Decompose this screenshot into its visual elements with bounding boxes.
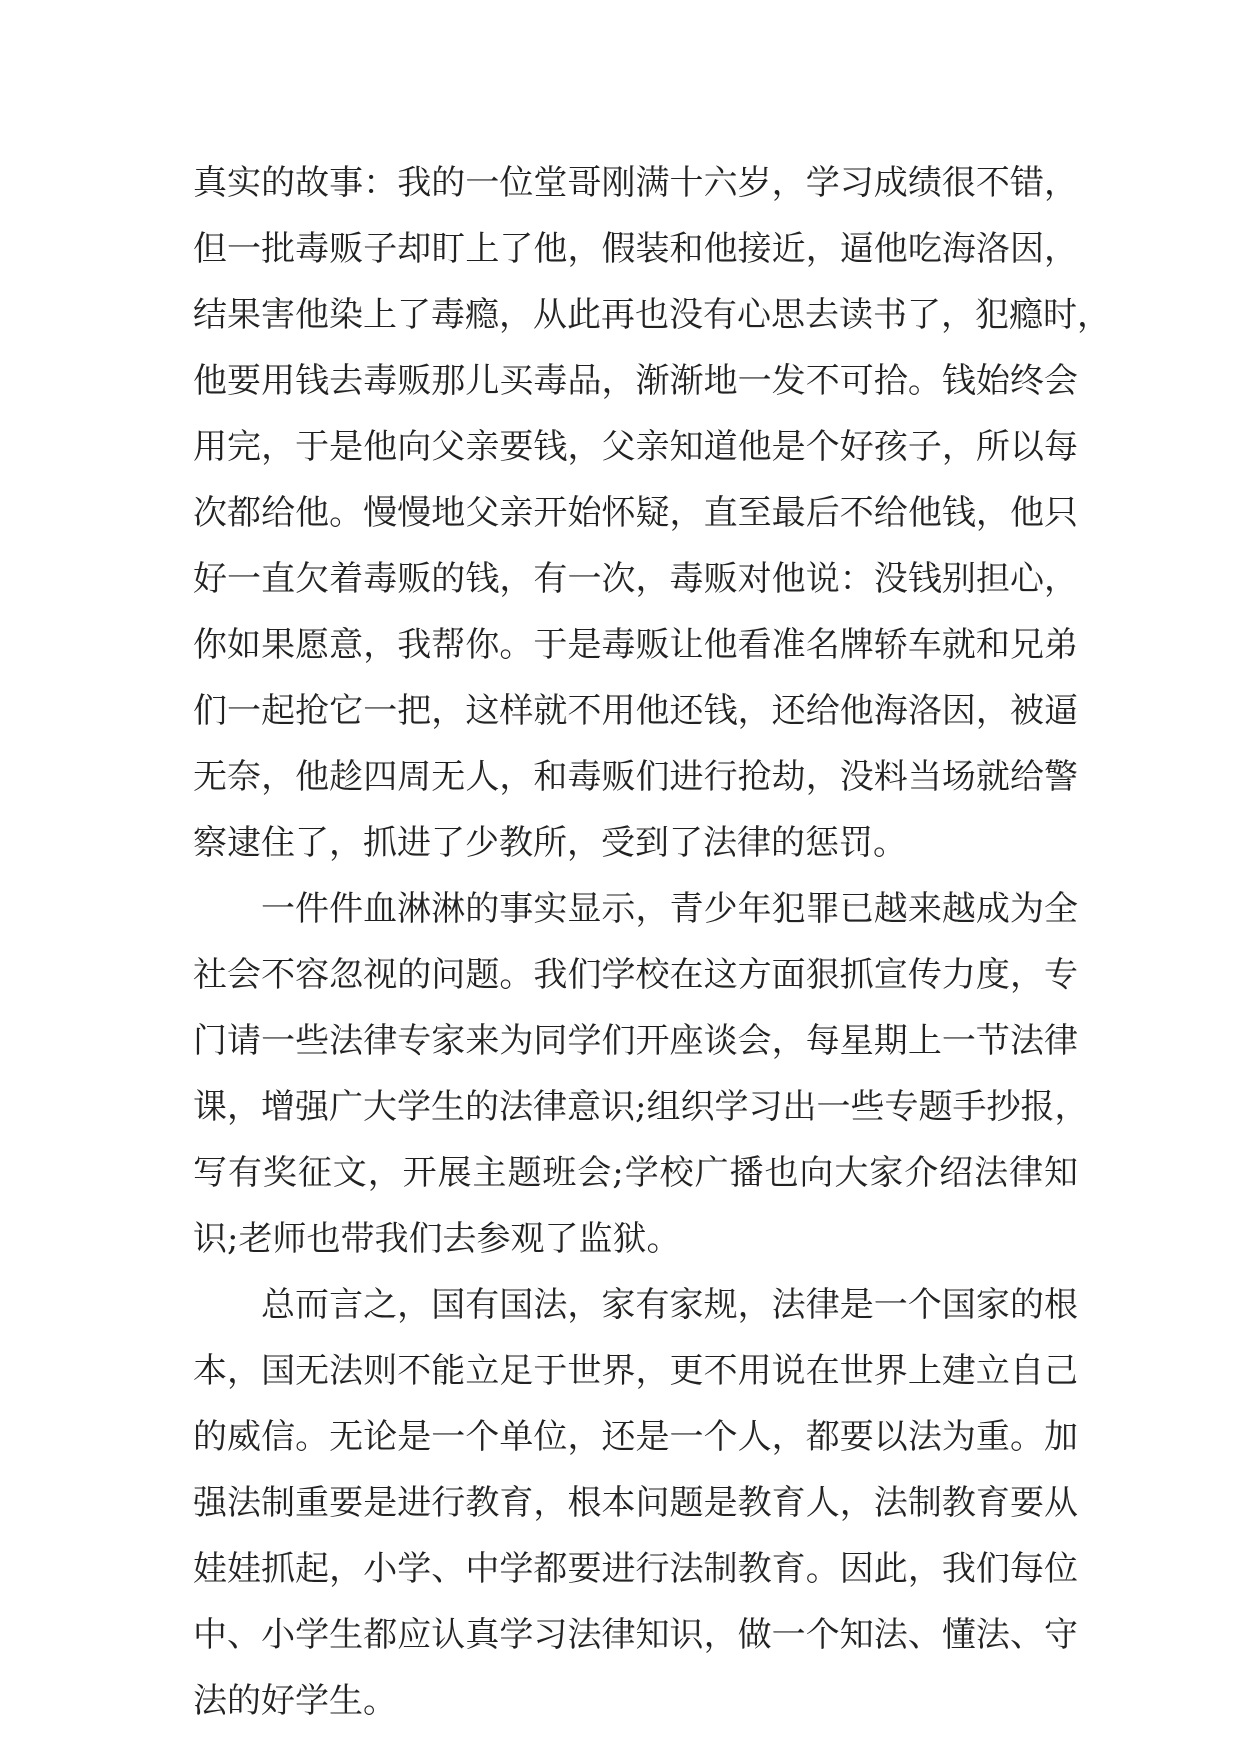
paragraph xyxy=(193,876,1089,1272)
text-line: 写有奖征文，开展主题班会;学校广播也向大家介绍法律知 xyxy=(193,1153,1078,1193)
text-line: 你如果愿意，我帮你。于是毒贩让他看准名牌轿车就和兄弟 xyxy=(193,625,1078,665)
text-line: 社会不容忽视的问题。我们学校在这方面狠抓宣传力度，专 xyxy=(193,955,1078,995)
text-line: 但一批毒贩子却盯上了他，假装和他接近，逼他吃海洛因， xyxy=(193,229,1078,269)
text-line: 察逮住了，抓进了少教所，受到了法律的惩罚。 xyxy=(193,823,907,863)
text-line: 法的好学生。 xyxy=(193,1681,397,1721)
text-line: 结果害他染上了毒瘾，从此再也没有心思去读书了，犯瘾时， xyxy=(193,295,1111,335)
text-line: 的威信。无论是一个单位，还是一个人，都要以法为重。加 xyxy=(193,1417,1078,1457)
text-line: 娃娃抓起，小学、中学都要进行法制教育。因此，我们每位 xyxy=(193,1549,1078,1589)
text-line: 无奈，他趁四周无人，和毒贩们进行抢劫，没料当场就给警 xyxy=(193,757,1078,797)
text-line: 门请一些法律专家来为同学们开座谈会，每星期上一节法律 xyxy=(193,1021,1078,1061)
text-line: 们一起抢它一把，这样就不用他还钱，还给他海洛因，被逼 xyxy=(193,691,1078,731)
text-line: 用完，于是他向父亲要钱，父亲知道他是个好孩子，所以每 xyxy=(193,427,1078,467)
document-body xyxy=(193,150,1111,1734)
text-line: 好一直欠着毒贩的钱，有一次，毒贩对他说：没钱别担心， xyxy=(193,559,1078,599)
text-line: 一件件血淋淋的事实显示，青少年犯罪已越来越成为全 xyxy=(261,889,1078,929)
paragraph xyxy=(193,1272,1078,1734)
text-line: 他要用钱去毒贩那儿买毒品，渐渐地一发不可拾。钱始终会 xyxy=(193,361,1078,401)
text-line: 次都给他。慢慢地父亲开始怀疑，直至最后不给他钱，他只 xyxy=(193,493,1078,533)
text-line: 强法制重要是进行教育，根本问题是教育人，法制教育要从 xyxy=(193,1483,1078,1523)
text-line: 本，国无法则不能立足于世界，更不用说在世界上建立自己 xyxy=(193,1351,1078,1391)
text-line: 中、小学生都应认真学习法律知识，做一个知法、懂法、守 xyxy=(193,1615,1078,1655)
text-line: 总而言之，国有国法，家有家规，法律是一个国家的根 xyxy=(261,1285,1078,1325)
text-line: 识;老师也带我们去参观了监狱。 xyxy=(193,1219,681,1259)
paragraph xyxy=(193,150,1111,876)
text-line: 课，增强广大学生的法律意识;组织学习出一些专题手抄报， xyxy=(193,1087,1089,1127)
text-line: 真实的故事：我的一位堂哥刚满十六岁，学习成绩很不错， xyxy=(193,163,1078,203)
